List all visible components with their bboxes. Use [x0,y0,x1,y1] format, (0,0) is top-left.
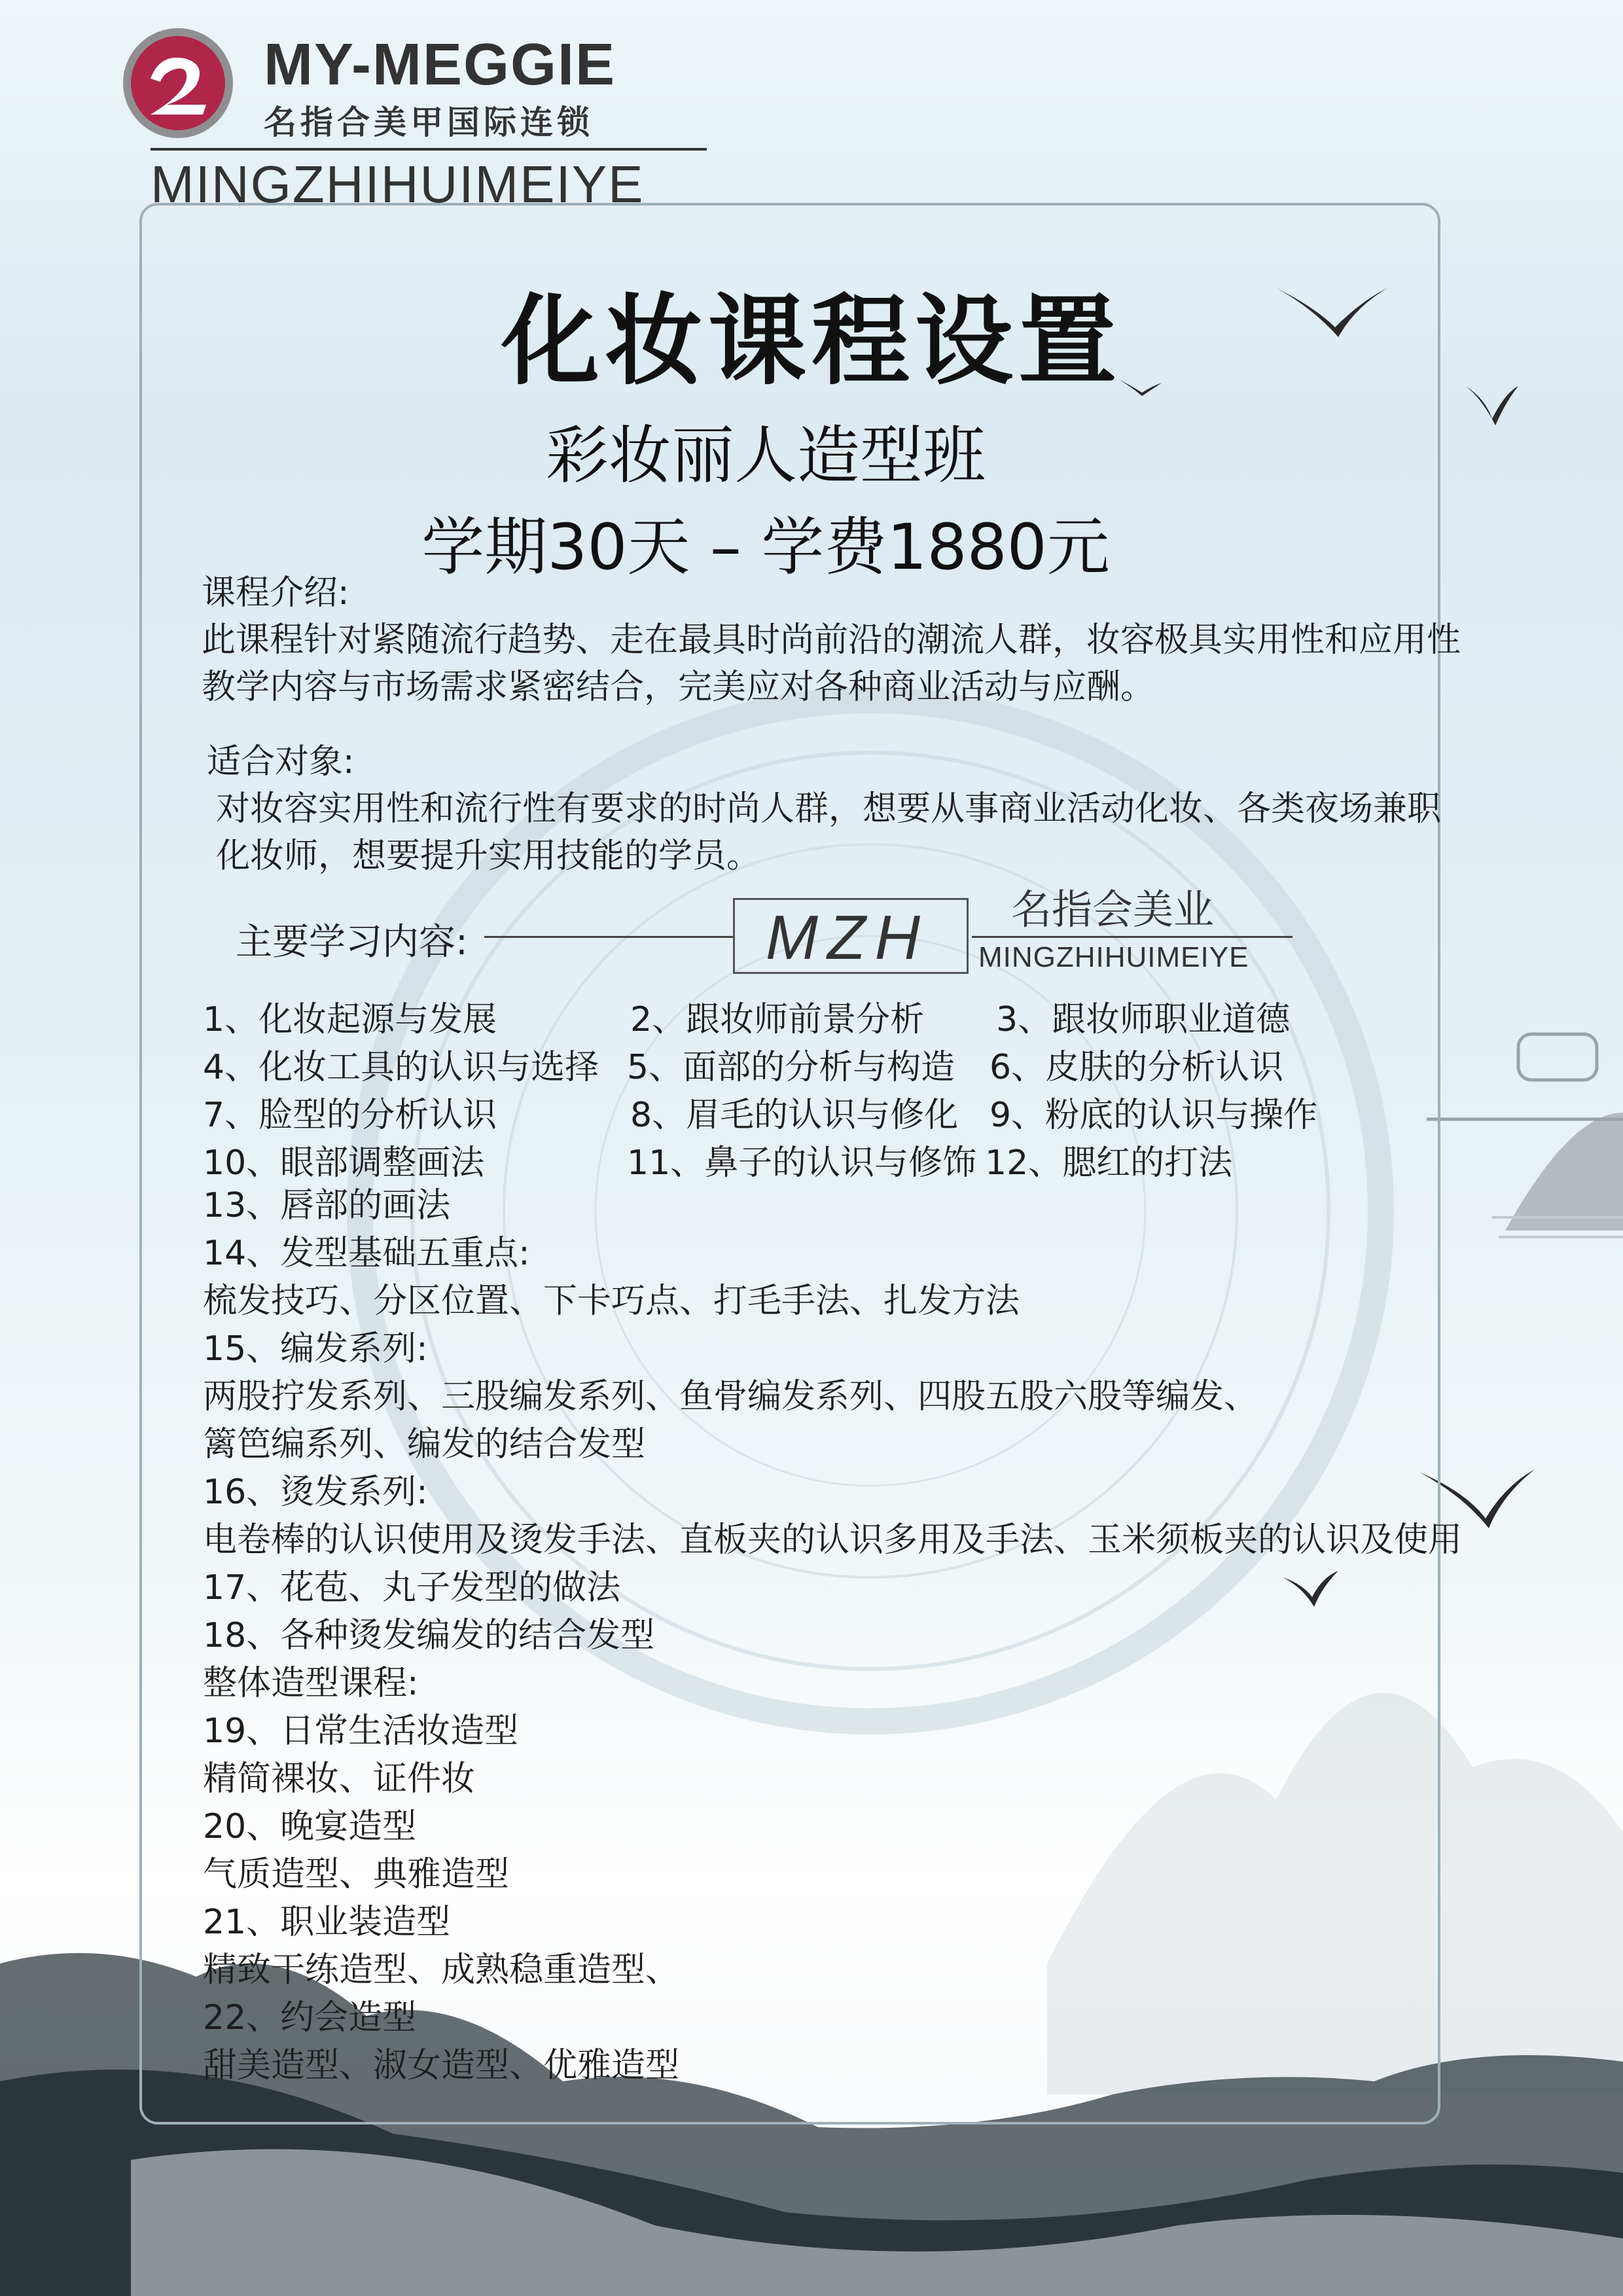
topic-item: 12、腮红的打法 [985,1143,1233,1183]
list-item: 甜美造型、淑女造型、优雅造型 [203,2046,680,2085]
list-item: 17、花苞、丸子发型的做法 [203,1568,621,1607]
intro-label: 课程介绍: [202,573,349,613]
topic-item: 9、粉底的认识与操作 [990,1096,1318,1135]
list-item: 两股拧发系列、三股编发系列、鱼骨编发系列、四股五股六股等编发、 [203,1377,1258,1416]
topic-item: 3、跟妆师职业道德 [996,1000,1291,1039]
course-subtitle: 彩妆丽人造型班 [546,419,986,492]
brand-logo [121,26,710,213]
list-item: 19、日常生活妆造型 [203,1712,519,1751]
list-item: 气质造型、典雅造型 [203,1855,510,1894]
topic-item: 2、跟妆师前景分析 [630,1000,925,1039]
list-item: 14、发型基础五重点: [203,1234,530,1273]
list-item: 精致干练造型、成熟稳重造型、 [203,1950,680,1990]
list-item: 13、唇部的画法 [203,1186,451,1225]
topic-item: 6、皮肤的分析认识 [990,1048,1284,1087]
brand-tag-pinyin: MINGZHIHUIMEIYE [978,941,1249,973]
divider-line [972,936,1293,938]
list-item: 18、各种烫发编发的结合发型 [203,1616,655,1655]
curriculum-list [203,1182,1462,2090]
logo-emblem-icon [121,26,236,141]
page-title: 化妆课程设置 [501,285,1122,399]
list-item: 21、职业装造型 [203,1903,451,1942]
topic-item: 7、脸型的分析认识 [203,1096,497,1135]
list-item: 15、编发系列: [203,1329,428,1369]
hill-right [1505,1113,1623,1230]
list-item: 22、约会造型 [203,1998,417,2037]
audience-line: 化妆师，想要提升实用技能的学员。 [216,836,761,876]
topic-item: 10、眼部调整画法 [203,1143,485,1183]
brand-name-cn: 名指合美甲国际连锁 [264,103,594,141]
list-item: 梳发技巧、分区位置、下卡巧点、打毛手法、扎发方法 [203,1282,1020,1321]
scroll-icon [1427,1034,1623,1119]
brand-tag-cn: 名指会美业 [1011,886,1215,933]
intro-line: 此课程针对紧随流行趋势、走在最具时尚前沿的潮流人群，妆容极具实用性和应用性 [202,620,1461,660]
topic-item: 5、面部的分析与构造 [627,1048,955,1087]
list-item: 电卷棒的认识使用及烫发手法、直板夹的认识多用及手法、玉米须板夹的认识及使用 [203,1520,1463,1560]
stamp-text: MZH [766,903,929,973]
audience-label: 适合对象: [207,742,355,781]
logo-divider [151,148,707,151]
intro-line: 教学内容与市场需求紧密结合，完美应对各种商业活动与应酬。 [202,668,1155,707]
list-item: 16、烫发系列: [203,1473,428,1512]
topic-item: 8、眉毛的认识与修化 [630,1096,959,1135]
brand-pinyin: MINGZHIHUIMEIYE [151,155,645,213]
topic-item: 4、化妆工具的认识与选择 [203,1048,599,1087]
course-term-fee: 学期30天 – 学费1880元 [421,511,1110,584]
list-item: 篱笆编系列、编发的结合发型 [203,1425,646,1464]
intro-section [202,569,1461,711]
topic-item: 11、鼻子的认识与修饰 [627,1143,977,1183]
divider-line [484,936,733,938]
brand-name: MY-MEGGIE [264,32,616,98]
list-item: 精简裸妆、证件妆 [203,1759,476,1799]
list-item: 整体造型课程: [203,1664,419,1703]
study-label: 主要学习内容: [236,921,468,963]
audience-line: 对妆容实用性和流行性有要求的时尚人群，想要从事商业活动化妆、各类夜场兼职 [216,789,1442,829]
topic-item: 1、化妆起源与发展 [203,1000,497,1039]
audience-section [207,738,1441,880]
list-item: 20、晚宴造型 [203,1807,417,1846]
